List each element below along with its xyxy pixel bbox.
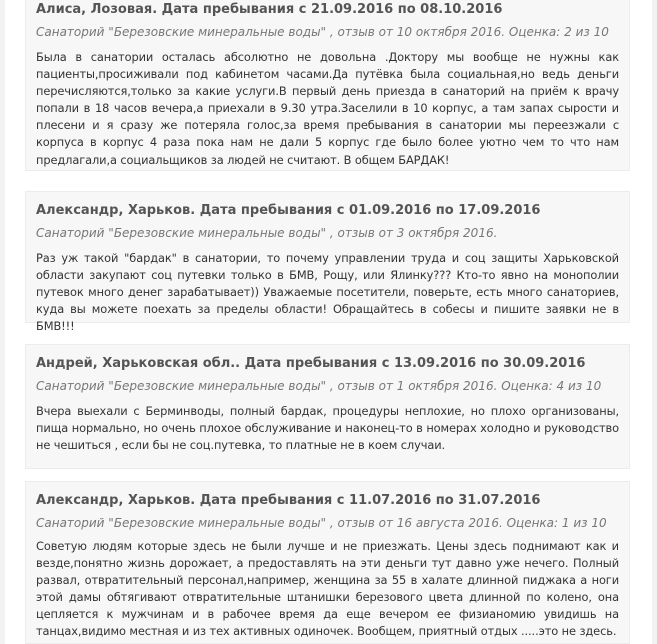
review-text: Была в санатории осталась абсолютно не довольна .Доктору мы вообще не нужны как пациенты,просиживали под кабинетом часами.Да путёвка была социальная,но ведь деньги перечисляются,только за какие услуги.В первый день приезда в санаторий на приём к врачу попали в 18 часов вечера,а приехали в 9.30 утра.Заселили в 10 корпус, а там запах сырости и плесени и я сразу же потеряла голос,за время пребывания в санатории мы переезжали с корпуса в корпус 4 раза пока нам не дали 5 корпус где было более уютно чем то что нам предлагали,а социальщиков за людей не считают. В общем БАРДАК! <box>36 50 619 167</box>
review-text: Советую людям которые здесь не были лучше и не приезжать. Цены здесь поднимают как и везде,понятно жизнь дорожает, а предоставлять на эти деньги тут давно уже нечего. Полный развал, отвратительный персонал,например, женщина за 55 в халате длинной пиджака а ноги этой дамы обтягивают отвратительные штанишки березового цвета длинной по колено, она цепляется к мужчинам и в рабочее время да еще вечером ее физианомию увидишь на танцах,видимо местная и из тех активных одиночек. Вообщем, приятный отдых .....это не здесь. <box>36 539 619 639</box>
review-header: Андрей, Харьковская обл.. Дата пребывания с 13.09.2016 по 30.09.2016 <box>36 356 586 371</box>
review-card <box>25 344 630 469</box>
review-card <box>25 0 630 171</box>
review-meta: Санаторий "Березовские минеральные воды" , отзыв от 1 октября 2016. Оценка: 4 из 10 <box>36 379 602 393</box>
review-header: Алиса, Лозовая. Дата пребывания с 21.09.2016 по 08.10.2016 <box>36 2 503 17</box>
review-header: Александр, Харьков. Дата пребывания с 11.07.2016 по 31.07.2016 <box>36 493 541 508</box>
review-meta: Санаторий "Березовские минеральные воды" , отзыв от 3 октября 2016. <box>36 226 498 240</box>
review-text: Раз уж такой "бардак" в санатории, то почему управлении труда и соц защиты Харьковской области закупают соц путевки только в БМВ, Рощу, или Ялинку??? Кто-то явно на монополии путевок много денег зарабатывает)) Уважаемые посетители, поверьте, есть много санаториев, куда вы можете поехать за пределы области! Обращайтесь в собесы и пишите заявки не в БМВ!!! <box>36 251 619 334</box>
left-border <box>0 0 5 644</box>
review-meta: Санаторий "Березовские минеральные воды" , отзыв от 10 октября 2016. Оценка: 2 из 10 <box>36 25 609 39</box>
review-card <box>25 481 630 644</box>
right-border <box>652 0 657 644</box>
review-text: Вчера выехали с Берминводы, полный бардак, процедуры неплохие, но плохо организованы, пища нормально, но очень плохое обслуживание и наконец-то в номерах холодно и руководство не чешиться , если бы не соц.путевка, то платные не в коем случаи. <box>36 404 619 453</box>
review-meta: Санаторий "Березовские минеральные воды" , отзыв от 16 августа 2016. Оценка: 1 из 10 <box>36 516 607 530</box>
review-header: Александр, Харьков. Дата пребывания с 01.09.2016 по 17.09.2016 <box>36 203 541 218</box>
review-card <box>25 191 630 334</box>
